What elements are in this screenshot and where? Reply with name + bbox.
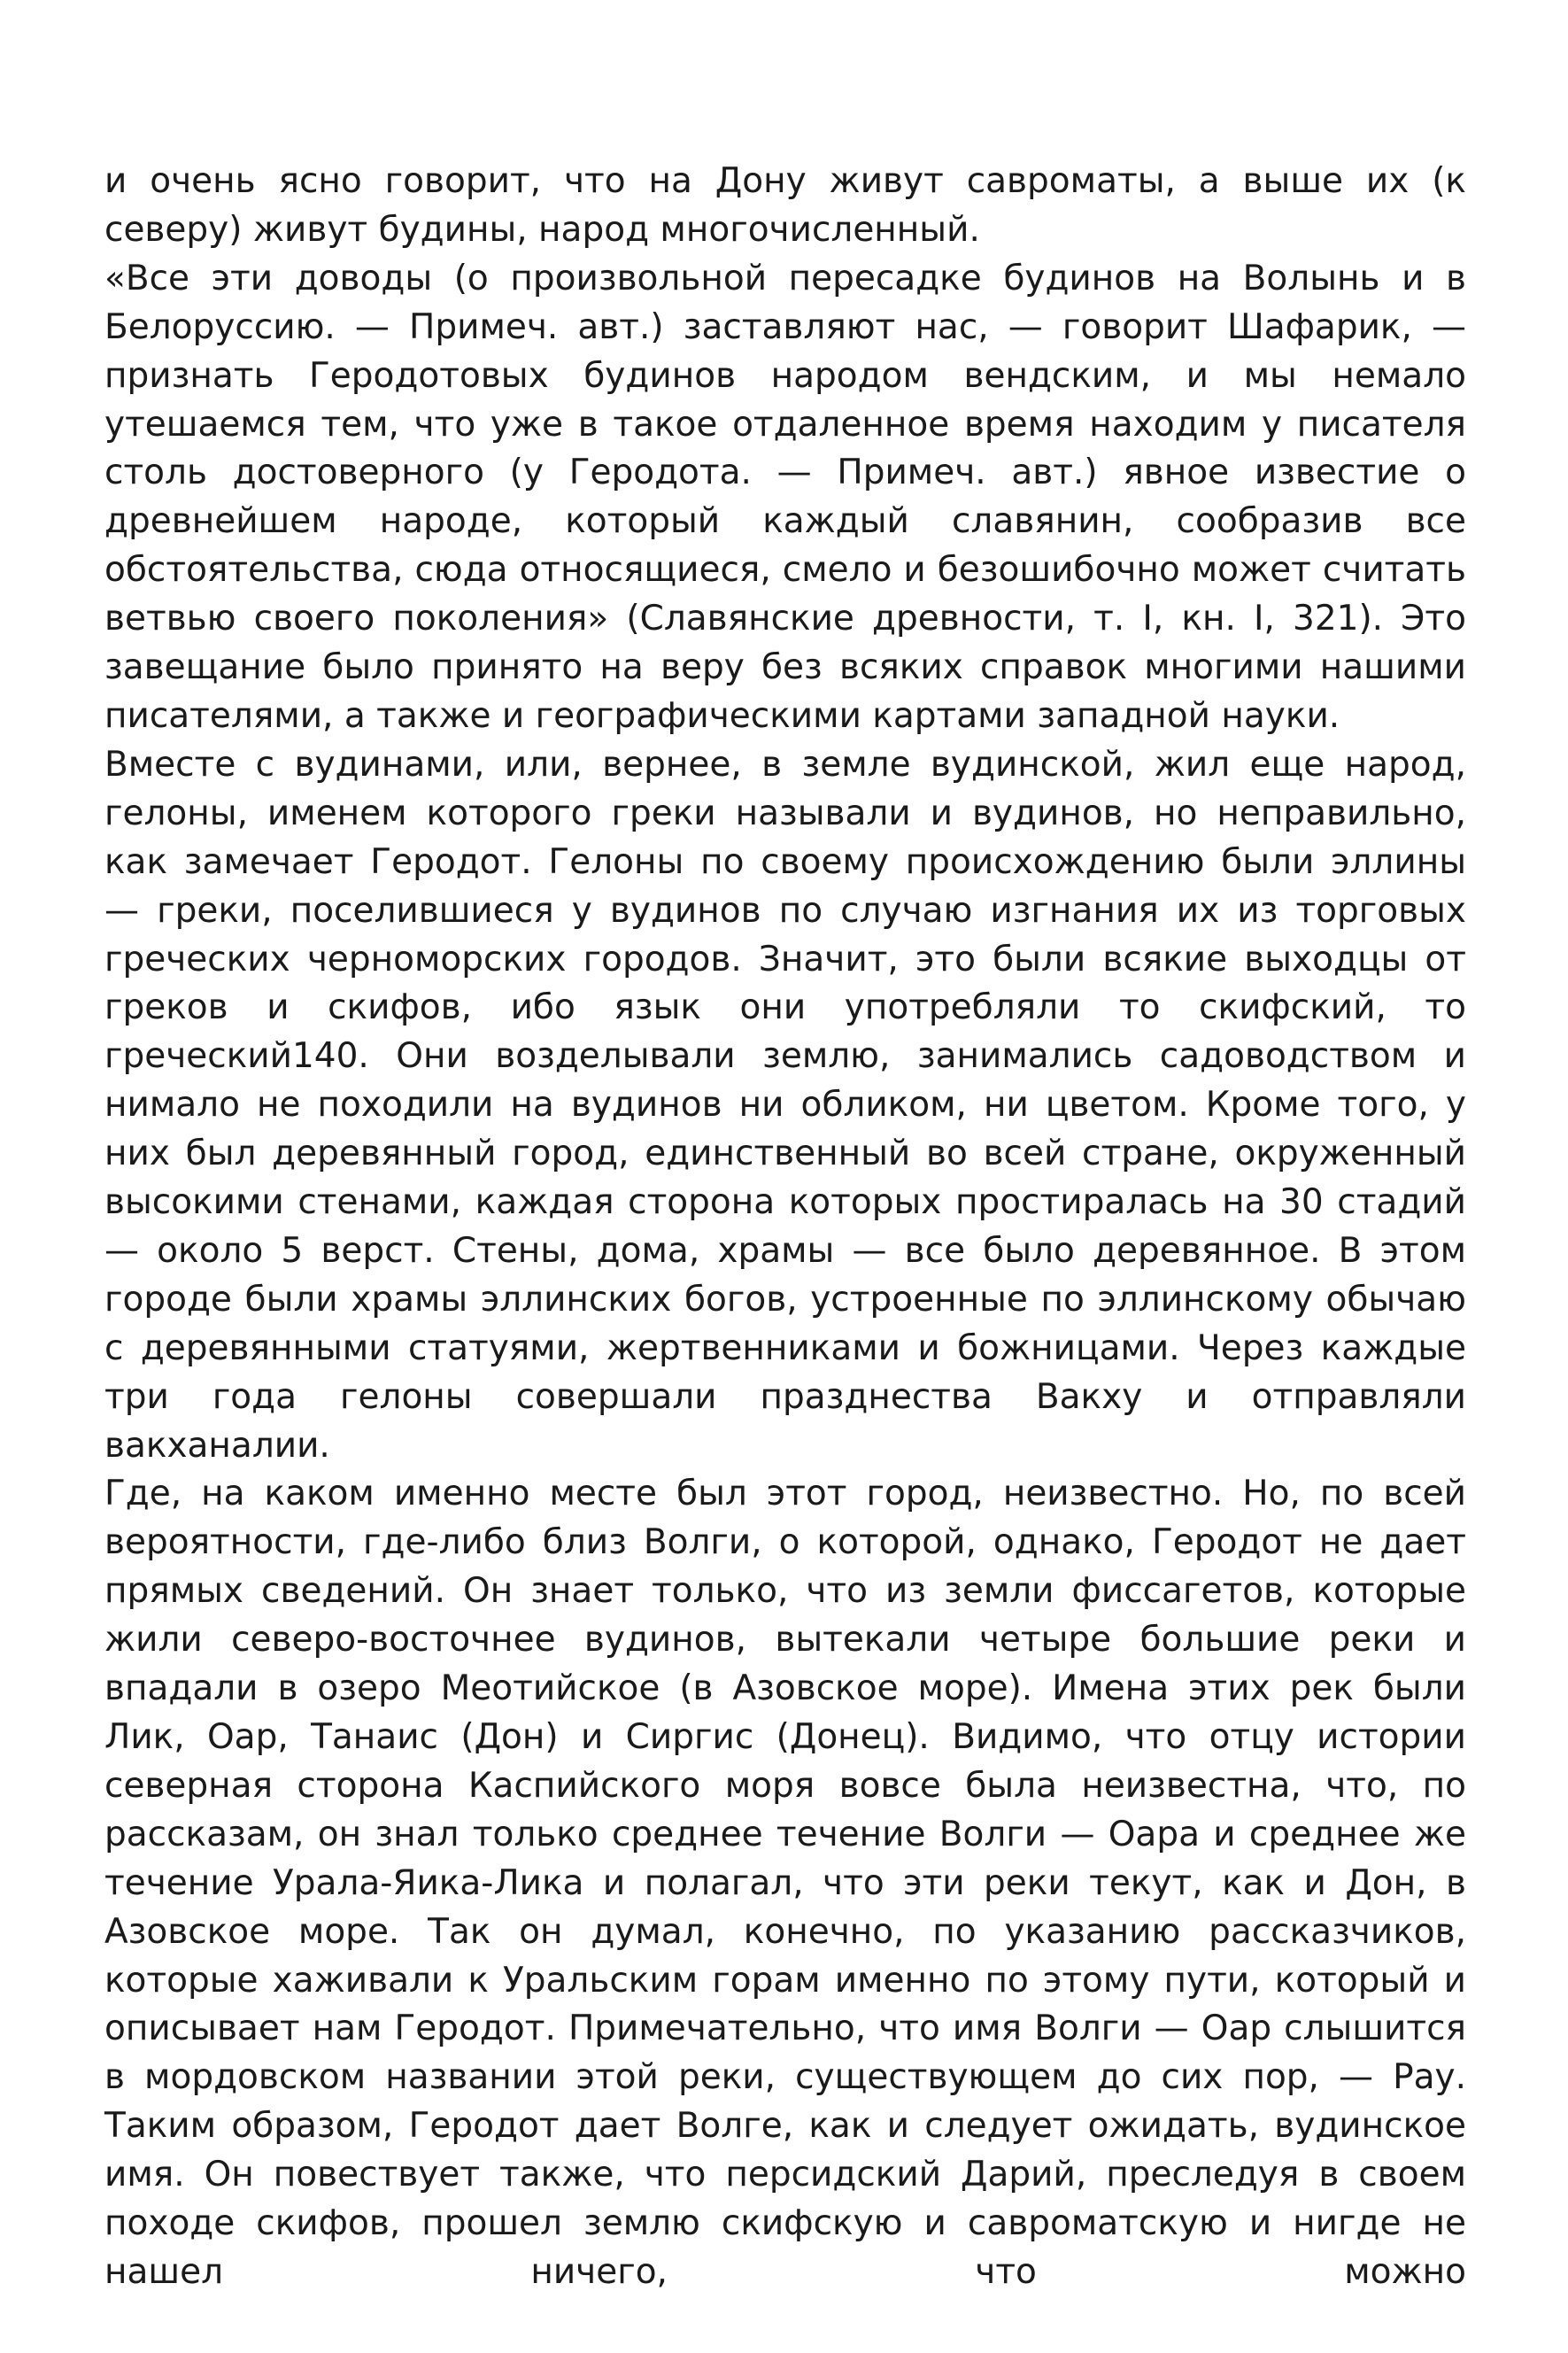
paragraph-3: Вместе с вудинами, или, вернее, в земле вудинской, жил еще народ, гелоны, именем которого греки называли и вудинов, но неправильно, как замечает Геродот. Гелоны по своему происхождению были эллины — греки, поселившиеся у вудинов по случаю изгнания их из торговых греческих черноморских городов. Значит, это были всякие выходцы от греков и скифов, ибо язык они употребляли то скифский, то греческий140. Они возделывали землю, занимались садоводством и нимало не походили на вудинов ни обликом, ни цветом. Кроме того, у них был деревянный город, единственный во всей стране, окруженный высокими стенами, каждая сторона которых простиралась на 30 стадий — около 5 верст. Стены, дома, храмы — все было деревянное. В этом городе были храмы эллинских богов, устроенные по эллинскому обычаю с деревянными статуями, жертвенниками и божницами. Через каждые три года гелоны совершали празднества Вакху и отправляли вакханалии. (104, 744, 1466, 1466)
paragraph-2: «Все эти доводы (о произвольной пересадке будинов на Волынь и в Белоруссию. — Примеч. авт.) заставляют нас, — говорит Шафарик, — признать Геродотовых будинов народом вендским, и мы немало утешаемся тем, что уже в такое отдаленное время находим у писателя столь достоверного (у Геродота. — Примеч. авт.) явное известие о древнейшем народе, который каждый славянин, сообразив все обстоятельства, сюда относящиеся, смело и безошибочно может считать ветвью своего поколения» (Славянские древности, т. I, кн. I, 321). Это завещание было принято на веру без всяких справок многими нашими писателями, а также и географическими картами западной науки. (104, 258, 1466, 736)
paragraph-4: Где, на каком именно месте был этот город, неизвестно. Но, по всей вероятности, где-либо близ Волги, о которой, однако, Геродот не дает прямых сведений. Он знает только, что из земли фиссагетов, которые жили северо-восточнее вудинов, вытекали четыре большие реки и впадали в озеро Меотийское (в Азовское море). Имена этих рек были Лик, Оар, Танаис (Дон) и Сиргис (Донец). Видимо, что отцу истории северная сторона Каспийского моря вовсе была неизвестна, что, по рассказам, он знал только среднее течение Волги — Оара и среднее же течение Урала-Яика-Лика и полагал, что эти реки текут, как и Дон, в Азовское море. Так он думал, конечно, по указанию рассказчиков, которые хаживали к Уральским горам именно по этому пути, который и описывает нам Геродот. Примечательно, что имя Волги — Оар слышится в мордовском названии этой реки, существующем до сих пор, — Рау. Таким образом, Геродот дает Волге, как и следует ожидать, вудинское имя. Он повествует также, что персидский Дарий, преследуя в своем походе скифов, прошел землю скифскую и савроматскую и нигде не нашел ничего, что можно (104, 1474, 1466, 2292)
document-page (104, 158, 1466, 2297)
paragraph-1: и очень ясно говорит, что на Дону живут савроматы, а выше их (к северу) живут будины, народ многочисленный. (104, 161, 1466, 250)
